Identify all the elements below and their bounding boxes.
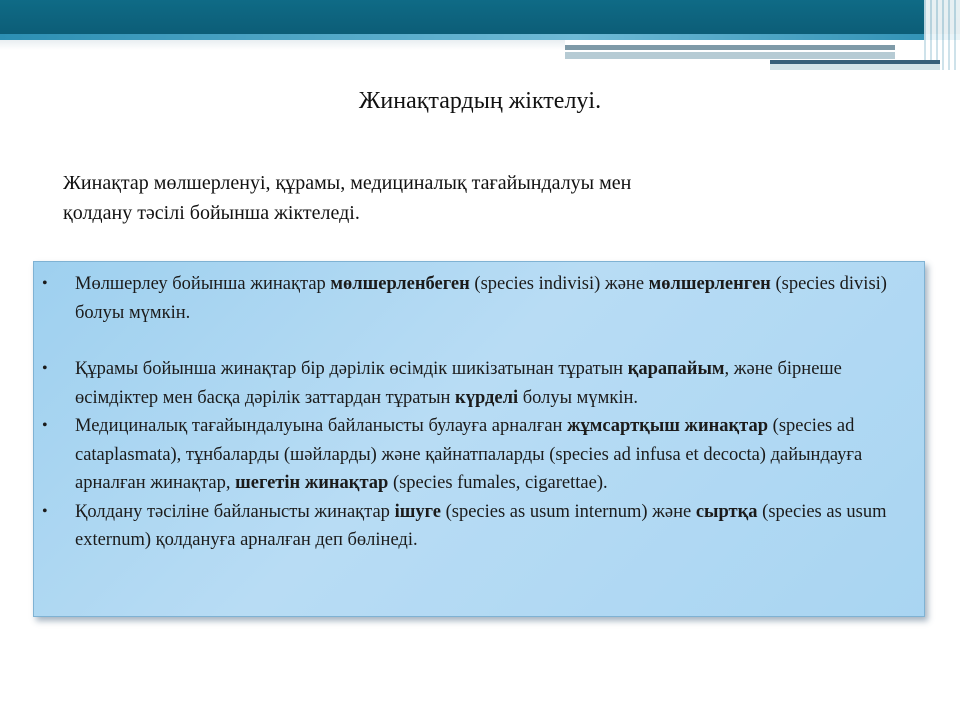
header-rule-1 bbox=[565, 45, 895, 50]
bullet-text: Қолдану тәсіліне байланысты жинақтар bbox=[75, 501, 395, 522]
bullet-text: , және бірнеше өсімдіктер мен басқа дәрілік заттардан тұратын bbox=[75, 359, 842, 408]
bullet-text: болуы мүмкін. bbox=[518, 387, 638, 408]
bullet-item-composition bbox=[34, 355, 914, 412]
header-rule-2 bbox=[565, 52, 895, 59]
bullet-bold-term: мөлшерленбеген bbox=[330, 274, 470, 294]
bullet-dot-icon: • bbox=[42, 275, 48, 292]
header-shadow bbox=[0, 40, 565, 50]
bullet-text: (species ad cataplasmata), тұнбаларды (шәйларды) және қайнатпаларды (species ad infusa et decocta) дайындауға арналған жинақтар, bbox=[75, 416, 863, 493]
bullet-text: (species fumales, cigarettae). bbox=[388, 473, 608, 493]
bullet-bold-term: сыртқа bbox=[695, 501, 758, 522]
bullet-dot-icon: • bbox=[42, 417, 48, 434]
intro-line: қолдану тәсілі бойынша жіктеледі. bbox=[63, 202, 360, 224]
bullet-bold-term: ішуге bbox=[394, 501, 441, 522]
bullet-bold-term: жұмсартқыш жинақтар bbox=[567, 416, 769, 436]
bullet-dot-icon: • bbox=[42, 502, 48, 520]
bullet-text: (species indivisi) және bbox=[469, 274, 649, 294]
bullet-box bbox=[33, 261, 925, 617]
slide-title: Жинақтардың жіктелуі. bbox=[358, 88, 602, 114]
bullet-bold-term: қарапайым bbox=[627, 359, 725, 379]
header-band bbox=[0, 0, 960, 34]
bullet-text: (species as usum internum) және bbox=[440, 501, 696, 522]
intro-paragraph bbox=[63, 168, 883, 228]
bullet-item-dosage bbox=[34, 270, 914, 327]
header-rule-4 bbox=[770, 64, 940, 70]
bullet-text: Құрамы бойынша жинақтар бір дәрілік өсімдік шикізатынан тұратын bbox=[75, 359, 628, 379]
bullet-text: (species as usum externum) қолдануға арналған деп бөлінеді. bbox=[75, 501, 887, 550]
bullet-item-medical-purpose bbox=[34, 412, 914, 498]
bullet-item-usage-method bbox=[34, 498, 914, 555]
bullet-list bbox=[34, 262, 924, 555]
bullet-text: (species divisi) болуы мүмкін. bbox=[75, 274, 887, 323]
bullet-bold-term: күрделі bbox=[455, 387, 519, 408]
intro-line: Жинақтар мөлшерленуі, құрамы, медициналық тағайындалуы мен bbox=[63, 172, 632, 194]
bullet-dot-icon: • bbox=[42, 360, 48, 377]
bullet-text: Медициналық тағайындалуына байланысты булауға арналған bbox=[75, 416, 568, 436]
bullet-bold-term: мөлшерленген bbox=[648, 274, 771, 294]
bullet-text: Мөлшерлеу бойынша жинақтар bbox=[75, 274, 331, 294]
bullet-bold-term: шегетін жинақтар bbox=[235, 473, 389, 493]
